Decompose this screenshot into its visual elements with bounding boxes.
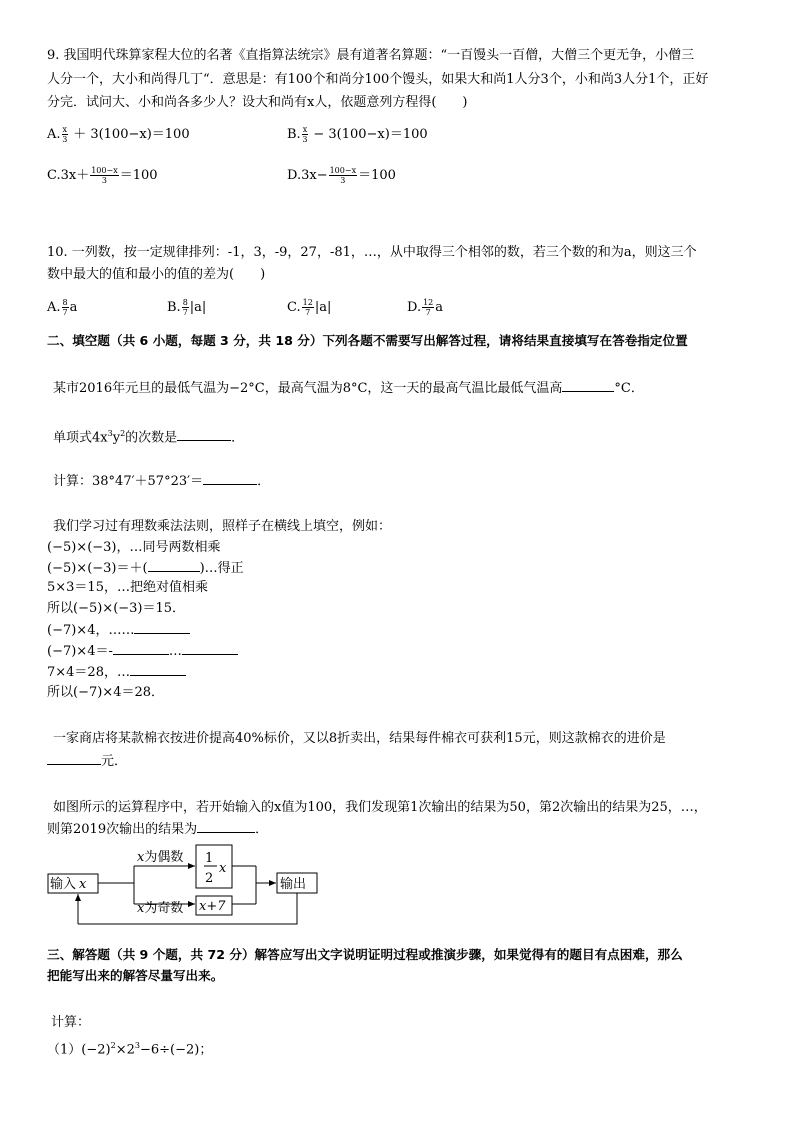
flowchart-even-text: 为偶数	[144, 850, 184, 865]
flowchart-even-label	[137, 849, 183, 865]
calc-item1-post: −6÷(−2)；	[139, 1042, 213, 1058]
fill-q1-unit: °C．	[614, 381, 644, 396]
section3-heading-line1: 三、解答题（共 9 个题，共 72 分）解答应写出文字说明证明过程或推演步骤，如果觉得有的题目有点困难，那么	[47, 947, 683, 962]
flowchart-odd-var: x	[137, 901, 145, 916]
q9-option-a-num: x	[62, 125, 68, 134]
fill-q4-line7a: 7×4＝28，…	[47, 665, 130, 680]
q10-option-b-rest: |a|	[189, 300, 207, 315]
fill-q4-line3: 5×3＝15，…把绝对值相乘	[47, 580, 208, 595]
q10-option-a-num: 8	[62, 298, 68, 307]
q9-option-d-label: D.3x−	[287, 168, 328, 183]
fill-q6-line2-text: 则第2019次输出的结果为	[47, 822, 198, 837]
q10-option-a-rest: a	[69, 300, 78, 315]
flowchart-fraction-den: 2	[205, 871, 214, 886]
fill-q4-line4: 所以(−5)×(−3)＝15．	[47, 601, 186, 616]
fill-q6-end: ．	[255, 822, 269, 837]
q9-option-d-den: 3	[340, 176, 346, 185]
flowchart-input-var: x	[79, 877, 87, 892]
calc-item1	[47, 1037, 212, 1059]
q10-option-c-label: C.	[287, 300, 301, 315]
q10-option-d-num: 12	[423, 298, 434, 307]
q9-option-a-rest: ＋ 3(100−x)＝100	[73, 127, 190, 142]
flowchart-input-label	[50, 876, 87, 892]
q9-option-c-den: 3	[101, 176, 107, 185]
fill-q5-end: 元．	[101, 754, 128, 769]
q9-option-b-den: 3	[302, 135, 308, 144]
flowchart-odd-label	[137, 900, 183, 916]
flowchart-input-text: 输入	[50, 877, 77, 892]
q10-stem-line2: 数中最大的值和最小的值的差为( )	[47, 267, 266, 282]
fill-q2-post: 的次数是	[125, 430, 178, 446]
flowchart-loop-line	[78, 893, 297, 924]
q9-option-a-den: 3	[62, 135, 68, 144]
flowchart-output-label: 输出	[280, 877, 307, 892]
fill-q2-end: ．	[231, 430, 245, 446]
fill-q2-exp1: 3	[107, 429, 113, 438]
q10-option-b-num: 8	[182, 298, 188, 307]
q10-option-d-rest: a	[435, 300, 444, 315]
flowchart-fraction-var: x	[219, 861, 227, 876]
section2-heading: 二、填空题（共 6 小题，每题 3 分，共 18 分）下列各题不需要写出解答过程，请将结果直接填写在答卷指定位置	[47, 333, 688, 348]
q9-option-b-rest: − 3(100−x)＝100	[313, 127, 428, 142]
q10-option-c-den: 7	[305, 308, 311, 317]
q9-option-c-rest: ＝100	[119, 168, 158, 183]
q9-option-c-label: C.3x＋	[47, 168, 90, 183]
q10-option-b-label: B.	[167, 300, 181, 315]
fill-q2-pre: 单项式4x	[53, 430, 108, 446]
q10-option-a-den: 7	[62, 308, 68, 317]
fill-q3-text: 计算：38°47′＋57°23′＝	[53, 474, 204, 489]
q9-option-c-num: 100−x	[91, 166, 118, 175]
calc-item1-exp2: 3	[134, 1041, 140, 1050]
calc-title: 计算：	[51, 1015, 91, 1030]
section3-heading-line2: 把能写出来的解答尽量写出来。	[47, 968, 224, 983]
fill-q5-line1: 一家商店将某款棉衣按进价提高40%标价，又以8折卖出，结果每件棉衣可获利15元，则这款棉衣的进价是	[53, 731, 666, 746]
q10-option-a-label: A.	[47, 300, 61, 315]
q10-option-d-den: 7	[425, 308, 431, 317]
q10-option-b-den: 7	[182, 308, 188, 317]
fill-q4-line6a: (−7)×4＝-	[47, 644, 113, 659]
fill-q2-exp2: 2	[120, 429, 126, 438]
fill-q3-end: ．	[257, 474, 271, 489]
calc-item1-mid: ×2	[115, 1042, 135, 1058]
q9-option-d-num: 100−x	[329, 166, 357, 175]
fill-q4-line6b: …	[168, 644, 182, 659]
calc-item1-pre: （1）(−2)	[47, 1042, 111, 1058]
q10-option-c-rest: |a|	[314, 300, 332, 315]
fill-q4-line5a: (−7)×4，……	[47, 623, 135, 638]
flowchart-odd-text: 为奇数	[144, 901, 184, 916]
q9-option-a-label: A.	[47, 127, 61, 142]
fill-q4-line2b: )…得正	[199, 561, 244, 576]
q10-option-d-label: D.	[407, 300, 422, 315]
flowchart-plus7-label: x+7	[199, 899, 226, 914]
fill-q4-intro: 我们学习过有理数乘法法则，照样子在横线上填空，例如：	[53, 519, 392, 534]
fill-q1-text: 某市2016年元旦的最低气温为−2°C，最高气温为8°C，这一天的最高气温比最低气温高	[53, 381, 563, 396]
calc-item1-exp1: 2	[110, 1041, 116, 1050]
flowchart-even-var: x	[137, 850, 145, 865]
q9-stem-line2: 人分一个，大小和尚得几丁“．意思是：有100个和尚分100个馒头，如果大和尚1人分3个，小和尚3人分1个，正好	[47, 72, 709, 87]
fill-q4-line8: 所以(−7)×4＝28．	[47, 685, 165, 700]
fill-q6-line1: 如图所示的运算程序中，若开始输入的x值为100，我们发现第1次输出的结果为50，第2次输出的结果为25，…，	[53, 800, 707, 815]
q9-stem-line3: 分完．试问大、小和尚各多少人？设大和尚有x人，依题意列方程得( )	[47, 95, 468, 110]
q9-option-b-label: B.	[287, 127, 301, 142]
q10-stem-line1: 10. 一列数，按一定规律排列：-1，3，-9，27，-81，…，从中取得三个相邻的数，若三个数的和为a，则这三个	[47, 245, 697, 260]
fill-q4-line1: (−5)×(−3)，…同号两数相乘	[47, 540, 221, 555]
q9-option-b-num: x	[302, 125, 308, 134]
q10-option-c-num: 12	[302, 298, 313, 307]
fill-q4-line2a: (−5)×(−3)＝＋(	[47, 561, 148, 576]
q9-stem-line1: 9. 我国明代珠算家程大位的名著《直指算法统宗》晨有道著名算题：“一百馒头一百僧，大僧三个更无争，小僧三	[47, 48, 695, 63]
q9-option-d-rest: ＝100	[358, 168, 396, 183]
fill-q2-mid: y	[112, 430, 121, 446]
flowchart-fraction-num: 1	[205, 851, 214, 866]
